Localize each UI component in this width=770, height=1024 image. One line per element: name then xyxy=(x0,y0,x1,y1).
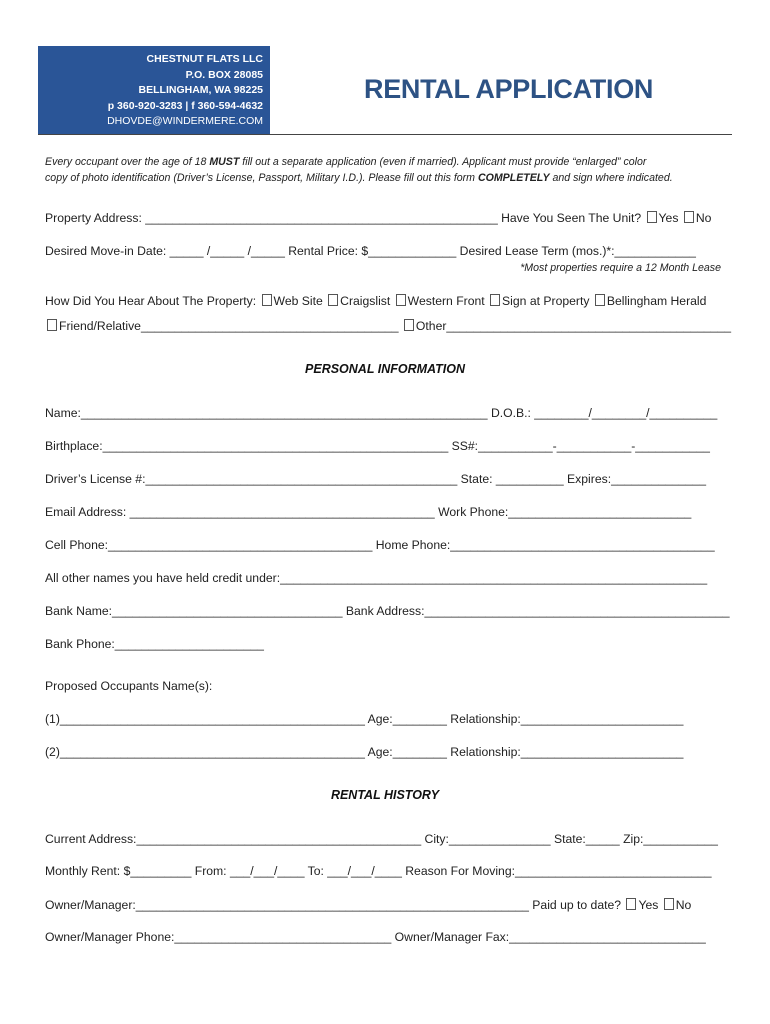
bank-row[interactable]: Bank Name:__________________________________ Bank Address:_____________________________________________ xyxy=(45,604,730,618)
craigslist-label: Craigslist xyxy=(340,294,394,308)
paid-yes-checkbox[interactable] xyxy=(626,898,636,910)
intro-text xyxy=(45,154,735,186)
occupant-1-row[interactable]: (1)_____________________________________________ Age:________ Relationship:________________________ xyxy=(45,712,684,726)
friend-checkbox[interactable] xyxy=(47,319,57,331)
paid-yes-label: Yes xyxy=(638,898,659,912)
paid-no-checkbox[interactable] xyxy=(664,898,674,910)
property-address-row xyxy=(45,211,711,225)
email-row[interactable]: Email Address: _____________________________________________ Work Phone:___________________________ xyxy=(45,505,692,519)
owner-phone-row[interactable]: Owner/Manager Phone:________________________________ Owner/Manager Fax:_____________________________ xyxy=(45,930,706,944)
page-title: RENTAL APPLICATION xyxy=(364,74,654,104)
seen-no-checkbox[interactable] xyxy=(684,211,694,223)
hear-about-row xyxy=(45,294,706,308)
company-email: DHOVDE@WINDERMERE.COM xyxy=(107,115,263,127)
website-label: Web Site xyxy=(273,294,327,308)
bank-phone-row[interactable]: Bank Phone:______________________ xyxy=(45,637,264,651)
monthly-rent-row[interactable]: Monthly Rent: $_________ From: ___/___/____ To: ___/___/____ Reason For Moving:_____________________________ xyxy=(45,864,712,878)
lease-note: *Most properties require a 12 Month Lease xyxy=(520,262,721,274)
seen-no-label: No xyxy=(695,211,712,225)
company-phone: p 360-920-3283 | f 360-594-4632 xyxy=(107,99,263,112)
cell-row[interactable]: Cell Phone:_______________________________________ Home Phone:_______________________________________ xyxy=(45,538,715,552)
company-header-box xyxy=(38,46,270,134)
personal-info-heading: PERSONAL INFORMATION xyxy=(305,362,465,376)
intro-part: fill out a separate application (even if married). Applicant must provide “enlarged” color xyxy=(239,156,647,168)
herald-checkbox[interactable] xyxy=(595,294,605,306)
current-address-row[interactable]: Current Address:__________________________________________ City:_______________ State:_____ Zip:___________ xyxy=(45,832,718,846)
website-checkbox[interactable] xyxy=(262,294,272,306)
hear-about-row-2 xyxy=(45,319,731,333)
herald-label: Bellingham Herald xyxy=(606,294,707,308)
license-row[interactable]: Driver’s License #:______________________________________________ State: __________ Expires:______________ xyxy=(45,472,706,486)
hear-about-label: How Did You Hear About The Property: xyxy=(45,294,260,308)
company-name: CHESTNUT FLATS LLC xyxy=(146,53,263,65)
seen-yes-label: Yes xyxy=(658,211,679,225)
friend-field[interactable]: Friend/Relative______________________________________ xyxy=(59,319,402,333)
movein-row[interactable]: Desired Move-in Date: _____ /_____ /_____ Rental Price: $_____________ Desired Lease Term (mos.)*:____________ xyxy=(45,244,696,258)
western-front-label: Western Front xyxy=(407,294,489,308)
sign-label: Sign at Property xyxy=(502,294,593,308)
other-names-row[interactable]: All other names you have held credit under:_______________________________________________________________ xyxy=(45,571,708,585)
intro-completely: COMPLETELY xyxy=(477,172,550,184)
craigslist-checkbox[interactable] xyxy=(328,294,338,306)
company-pobox: P.O. BOX 28085 xyxy=(185,68,263,81)
paid-no-label: No xyxy=(675,898,692,912)
birthplace-row[interactable]: Birthplace:___________________________________________________ SS#:___________-___________-___________ xyxy=(45,439,710,453)
occupants-label: Proposed Occupants Name(s): xyxy=(45,679,213,693)
western-front-checkbox[interactable] xyxy=(396,294,406,306)
other-field[interactable]: Other__________________________________________ xyxy=(415,319,732,333)
company-city: BELLINGHAM, WA 98225 xyxy=(138,84,263,96)
other-checkbox[interactable] xyxy=(404,319,414,331)
intro-part: and sign where indicated. xyxy=(549,172,673,184)
intro-part: Every occupant over the age of 18 xyxy=(45,156,210,168)
owner-row xyxy=(45,898,691,912)
occupant-2-row[interactable]: (2)_____________________________________________ Age:________ Relationship:________________________ xyxy=(45,745,684,759)
seen-yes-checkbox[interactable] xyxy=(647,211,657,223)
sign-checkbox[interactable] xyxy=(490,294,500,306)
header-divider xyxy=(38,134,732,135)
name-row[interactable]: Name:____________________________________________________________ D.O.B.: ________/________/__________ xyxy=(45,406,718,420)
intro-part: copy of photo identification (Driver’s License, Passport, Military I.D.). Please fill out this form xyxy=(45,172,478,184)
property-address-field[interactable]: Property Address: ____________________________________________________ Have You Seen The Unit? xyxy=(45,211,645,225)
owner-field[interactable]: Owner/Manager:__________________________________________________________ Paid up to date? xyxy=(45,898,625,912)
intro-must: MUST xyxy=(209,156,240,168)
rental-history-heading: RENTAL HISTORY xyxy=(330,788,440,802)
